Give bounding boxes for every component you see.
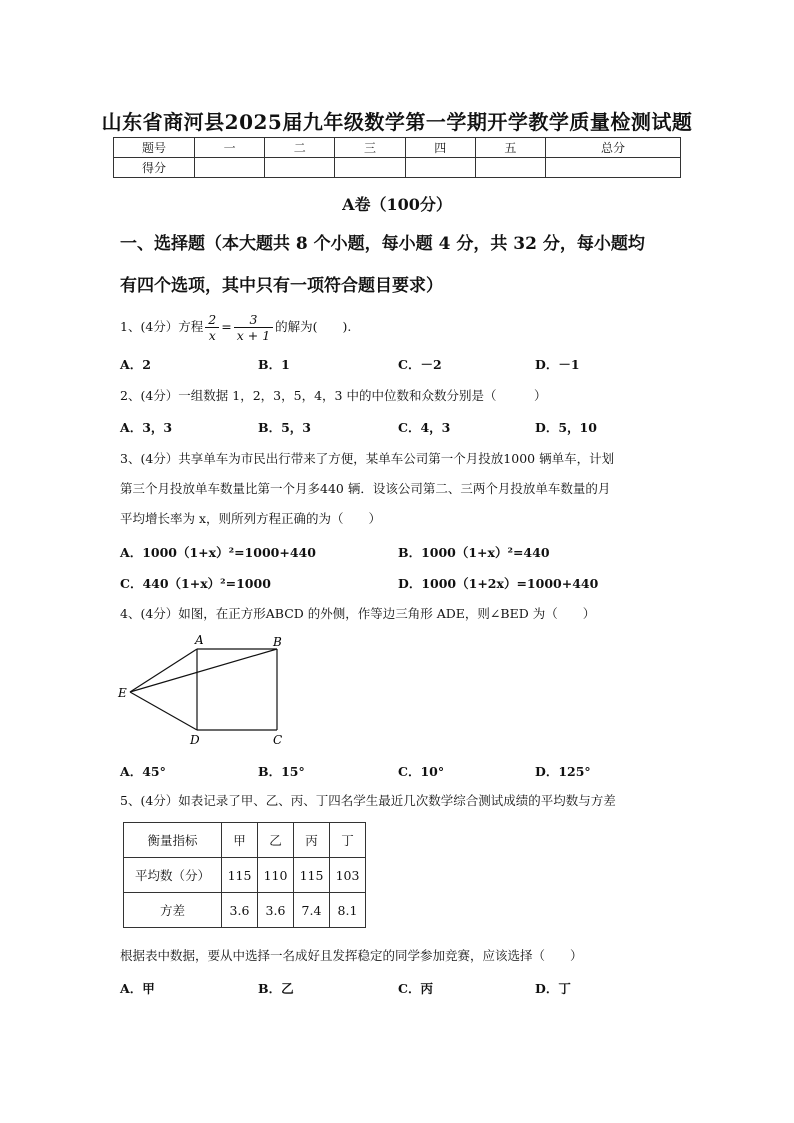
q5-cell: 3.6 bbox=[258, 893, 294, 928]
q2-option-a[interactable]: A．3，3 bbox=[120, 420, 173, 435]
side-ea bbox=[130, 649, 197, 692]
question-2: 2、(4分）一组数据 1，2，3，5，4，3 中的中位数和众数分别是（ ） bbox=[120, 388, 547, 403]
q4-option-d[interactable]: D．125° bbox=[535, 764, 591, 779]
q4-option-c[interactable]: C．10° bbox=[398, 764, 445, 779]
q5-header-cell: 乙 bbox=[258, 823, 294, 858]
q1-frac1-num: 2 bbox=[205, 312, 219, 328]
q1-fraction-1 bbox=[205, 312, 219, 343]
q5-option-a[interactable]: A．甲 bbox=[120, 981, 155, 996]
q1-frac1-den: x bbox=[208, 328, 216, 343]
score-entry[interactable] bbox=[405, 158, 475, 178]
score-entry[interactable] bbox=[265, 158, 335, 178]
question-5: 5、(4分）如表记录了甲、乙、丙、丁四名学生最近几次数学综合测试成绩的平均数与方差 bbox=[120, 793, 616, 808]
q1-option-c[interactable]: C．－2 bbox=[398, 357, 442, 372]
q4-figure bbox=[115, 630, 295, 750]
score-cell: 五 bbox=[475, 138, 545, 158]
q1-equals: = bbox=[221, 319, 232, 334]
q1-frac2-den: x + 1 bbox=[236, 328, 271, 343]
side-ed bbox=[130, 692, 197, 730]
q5-cell: 110 bbox=[258, 858, 294, 893]
question-3-line2: 第三个月投放单车数量比第一个月多440 辆．设该公司第二、三两个月投放单车数量的月 bbox=[120, 481, 611, 496]
label-a: A bbox=[195, 633, 204, 647]
score-cell: 四 bbox=[405, 138, 475, 158]
q1-prefix: 1、(4分）方程 bbox=[120, 319, 204, 334]
score-cell: 二 bbox=[265, 138, 335, 158]
q5-cell: 8.1 bbox=[330, 893, 366, 928]
score-cell: 得分 bbox=[114, 158, 195, 178]
q2-option-d[interactable]: D．5，10 bbox=[535, 420, 597, 435]
q5-header-cell: 衡量指标 bbox=[124, 823, 222, 858]
score-cell: 三 bbox=[335, 138, 405, 158]
section-heading: A卷（100分） bbox=[342, 195, 452, 214]
q5-cell: 7.4 bbox=[294, 893, 330, 928]
q5-header-cell: 甲 bbox=[222, 823, 258, 858]
score-cell: 一 bbox=[195, 138, 265, 158]
q5-option-b[interactable]: B．乙 bbox=[258, 981, 294, 996]
q1-suffix: 的解为( ). bbox=[275, 319, 352, 334]
score-table bbox=[113, 137, 681, 178]
q5-table-row bbox=[124, 893, 366, 928]
page-title: 山东省商河县2025届九年级数学第一学期开学教学质量检测试题 bbox=[101, 110, 693, 134]
part-heading-line2: 有四个选项，其中只有一项符合题目要求） bbox=[120, 276, 443, 296]
q5-cell: 103 bbox=[330, 858, 366, 893]
q5-cell: 3.6 bbox=[222, 893, 258, 928]
q1-option-b[interactable]: B．1 bbox=[258, 357, 290, 372]
q5-header-cell: 丙 bbox=[294, 823, 330, 858]
score-table-row-header bbox=[114, 138, 681, 158]
q5-table-row bbox=[124, 858, 366, 893]
label-b: B bbox=[273, 635, 282, 649]
q1-fraction-2 bbox=[234, 312, 273, 343]
score-entry[interactable] bbox=[195, 158, 265, 178]
q5-option-d[interactable]: D．丁 bbox=[535, 981, 571, 996]
q5-table bbox=[123, 822, 366, 928]
q5-table-header bbox=[124, 823, 366, 858]
segment-eb bbox=[130, 649, 277, 692]
q1-frac2-num: 3 bbox=[234, 312, 273, 328]
part-heading-line1: 一、选择题（本大题共 8 个小题，每小题 4 分，共 32 分，每小题均 bbox=[120, 234, 645, 254]
question-3-line3: 平均增长率为 x，则所列方程正确的为（ ） bbox=[120, 511, 382, 526]
q5-cell: 方差 bbox=[124, 893, 222, 928]
question-3-line1: 3、(4分）共享单车为市民出行带来了方便，某单车公司第一个月投放1000 辆单车，计划 bbox=[120, 451, 615, 466]
q5-header-cell: 丁 bbox=[330, 823, 366, 858]
score-cell: 总分 bbox=[546, 138, 681, 158]
label-e: E bbox=[118, 686, 127, 700]
q2-option-b[interactable]: B．5，3 bbox=[258, 420, 311, 435]
question-5-followup: 根据表中数据，要从中选择一名成好且发挥稳定的同学参加竞赛，应该选择（ ） bbox=[120, 948, 583, 963]
score-entry[interactable] bbox=[546, 158, 681, 178]
q5-cell: 平均数（分） bbox=[124, 858, 222, 893]
q3-option-b[interactable]: B．1000（1+x）²=440 bbox=[398, 545, 550, 560]
q4-option-b[interactable]: B．15° bbox=[258, 764, 305, 779]
q3-option-c[interactable]: C．440（1+x）²=1000 bbox=[120, 576, 271, 591]
label-c: C bbox=[273, 733, 283, 747]
question-1 bbox=[120, 312, 680, 343]
label-d: D bbox=[190, 733, 200, 747]
q1-option-a[interactable]: A．2 bbox=[120, 357, 151, 372]
q1-option-d[interactable]: D．－1 bbox=[535, 357, 580, 372]
score-cell: 题号 bbox=[114, 138, 195, 158]
score-table-row-score bbox=[114, 158, 681, 178]
q2-option-c[interactable]: C．4，3 bbox=[398, 420, 451, 435]
question-4: 4、(4分）如图，在正方形ABCD 的外侧，作等边三角形 ADE，则∠BED 为（ ） bbox=[120, 606, 596, 621]
q3-option-d[interactable]: D．1000（1+2x）=1000+440 bbox=[398, 576, 599, 591]
q5-option-c[interactable]: C．丙 bbox=[398, 981, 433, 996]
score-entry[interactable] bbox=[335, 158, 405, 178]
q4-option-a[interactable]: A．45° bbox=[120, 764, 166, 779]
q3-option-a[interactable]: A．1000（1+x）²=1000+440 bbox=[120, 545, 316, 560]
score-entry[interactable] bbox=[475, 158, 545, 178]
q5-cell: 115 bbox=[222, 858, 258, 893]
q5-cell: 115 bbox=[294, 858, 330, 893]
